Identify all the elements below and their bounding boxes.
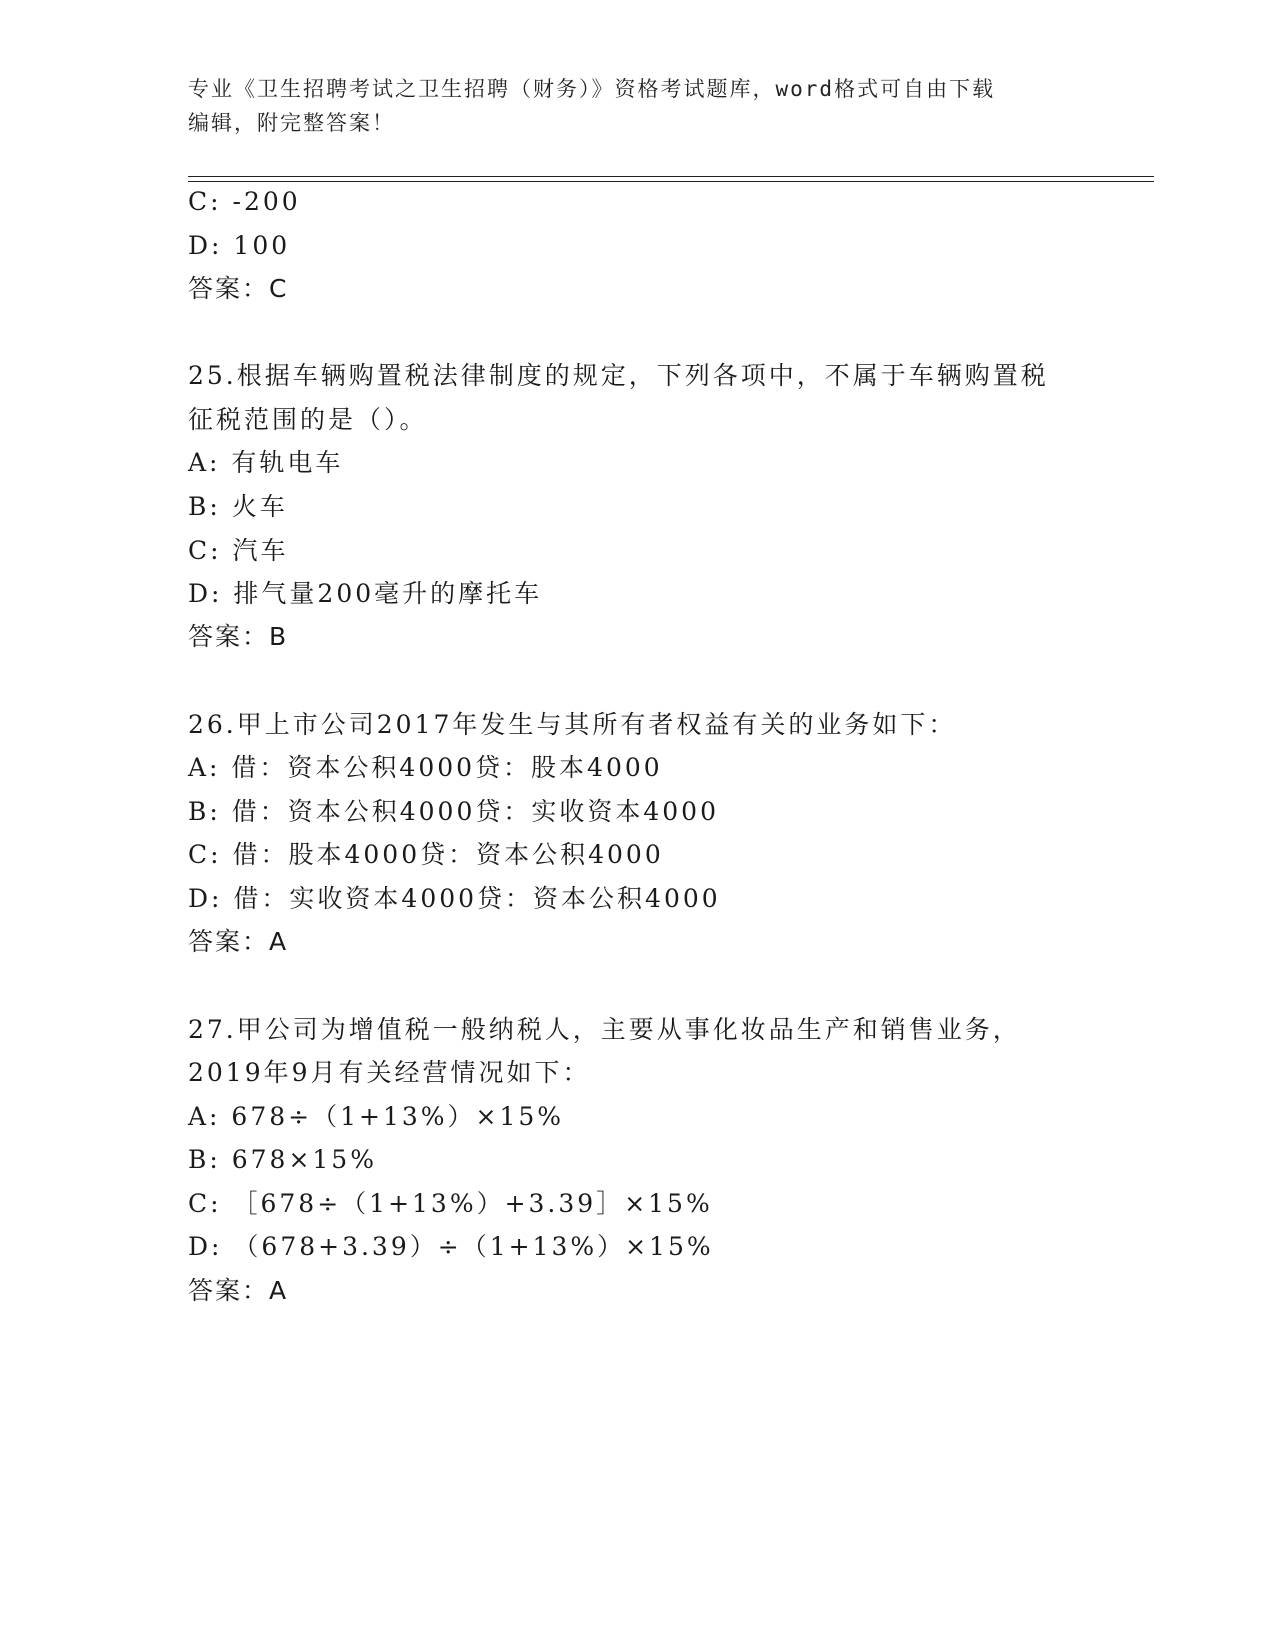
q26-option-a: A: 借：资本公积4000贷：股本4000 <box>188 753 663 782</box>
q25-option-a: A: 有轨电车 <box>188 448 344 477</box>
q26-option-b: B: 借：资本公积4000贷：实收资本4000 <box>188 797 719 826</box>
q26-option-c: C: 借：股本4000贷：资本公积4000 <box>188 840 664 869</box>
q25-option-d: D: 排气量200毫升的摩托车 <box>188 579 543 608</box>
q27-option-b: B: 678×15% <box>188 1145 377 1174</box>
q26-answer: 答案：A <box>188 927 289 956</box>
prev-answer: 答案：C <box>188 274 289 303</box>
q27-answer: 答案：A <box>188 1276 289 1305</box>
prev-option-d: D: 100 <box>188 231 291 260</box>
q25-stem-line-1: 25.根据车辆购置税法律制度的规定，下列各项中，不属于车辆购置税 <box>188 361 1049 390</box>
q25-option-b: B: 火车 <box>188 492 288 521</box>
q27-option-c: C: ［678÷（1+13%）+3.39］×15% <box>188 1189 713 1218</box>
header-divider-bottom <box>188 181 1154 182</box>
q27-stem-line-2: 2019年9月有关经营情况如下： <box>188 1058 591 1087</box>
q27-option-a: A: 678÷（1+13%）×15% <box>188 1102 565 1131</box>
q26-option-d: D: 借：实收资本4000贷：资本公积4000 <box>188 884 721 913</box>
prev-option-c: C: -200 <box>188 187 301 216</box>
document-header <box>188 72 1088 140</box>
q27-option-d: D: （678+3.39）÷（1+13%）×15% <box>188 1232 714 1261</box>
q25-stem-line-2: 征税范围的是（）。 <box>188 405 428 434</box>
q25-option-c: C: 汽车 <box>188 536 289 565</box>
q25-answer: 答案：B <box>188 622 289 651</box>
q27-stem-line-1: 27.甲公司为增值税一般纳税人，主要从事化妆品生产和销售业务， <box>188 1015 1021 1044</box>
q26-stem-line-1: 26.甲上市公司2017年发生与其所有者权益有关的业务如下： <box>188 710 957 739</box>
header-line-2: 编辑，附完整答案！ <box>188 111 395 135</box>
header-line-1: 专业《卫生招聘考试之卫生招聘（财务）》资格考试题库，word格式可自由下载 <box>188 77 996 101</box>
header-divider-top <box>188 176 1154 177</box>
